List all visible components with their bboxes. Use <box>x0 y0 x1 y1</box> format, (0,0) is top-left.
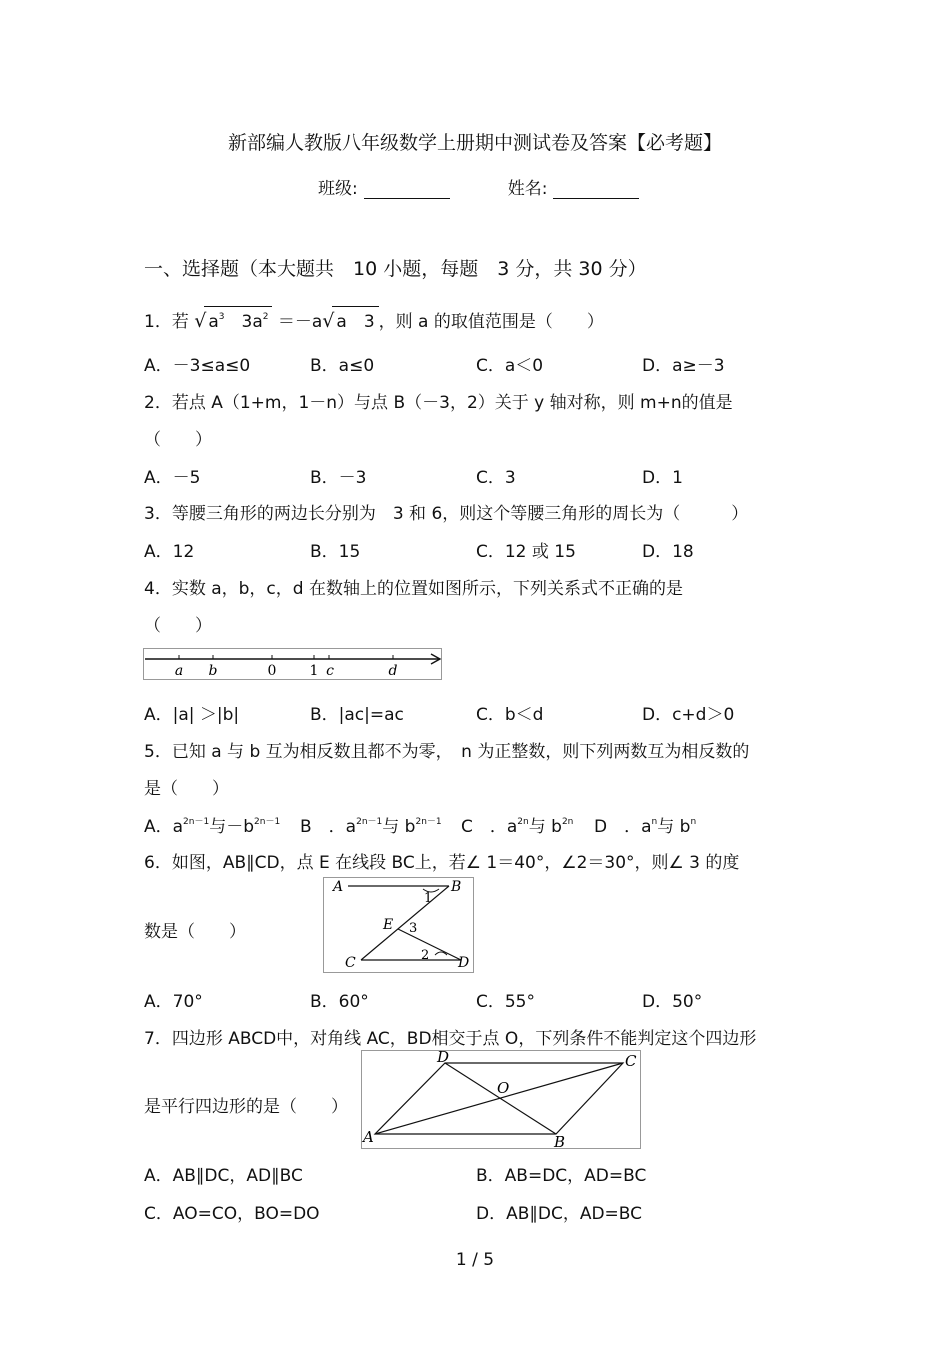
axis-label-1: 1 <box>309 663 319 679</box>
svg-text:B: B <box>451 879 462 895</box>
student-info <box>318 174 639 199</box>
q1-radicand-1: $a^3$ $3a^2$ <box>204 306 272 332</box>
q1-number: 1．若 <box>144 312 189 332</box>
question-3: 3．等腰三角形的两边长分别为 3 和 6，则这个等腰三角形的周长为（ ） <box>144 504 749 524</box>
class-blank[interactable] <box>364 180 450 199</box>
option: D．AB∥DC，AD=BC <box>476 1204 643 1224</box>
question-1 <box>144 306 604 332</box>
option: A．70° <box>144 992 203 1012</box>
option: D ．$a^n$与 $b^n$ <box>594 817 697 837</box>
option: C ．$a^{2n}$与 $b^{2n}$ <box>461 817 574 837</box>
option: B．a≤0 <box>310 356 375 376</box>
page-number: 1 / 5 <box>455 1250 495 1270</box>
option: B ．$a^{2n-1}$与 $b^{2n-1}$ <box>300 817 442 837</box>
question-6: 6．如图，AB∥CD，点 E 在线段 BC上，若∠ 1＝40°，∠2＝30°，则∠ 3 的度 <box>144 853 740 873</box>
svg-text:D: D <box>437 1050 450 1066</box>
question-6-line2: 数是（ ） <box>144 922 246 942</box>
axis-label-d: d <box>388 663 398 679</box>
option: C．b＜d <box>476 705 544 725</box>
question-2: 2．若点 A（1+m，1－n）与点 B（－3，2）关于 y 轴对称，则 m+n的值是 <box>144 393 733 413</box>
sqrt-icon: √ <box>194 310 207 332</box>
option: A．12 <box>144 542 195 562</box>
question-5-line2: 是（ ） <box>144 779 229 799</box>
parallel-lines-figure <box>323 877 475 974</box>
svg-text:O: O <box>497 1079 510 1097</box>
sqrt-icon: √ <box>322 310 335 332</box>
option: D．18 <box>642 542 694 562</box>
question-4: 4．实数 a，b，c，d 在数轴上的位置如图所示，下列关系式不正确的是 <box>144 579 683 599</box>
question-7-line2: 是平行四边形的是（ ） <box>144 1097 348 1117</box>
option: C．55° <box>476 992 536 1012</box>
svg-text:A: A <box>333 879 344 895</box>
question-4-paren: （ ） <box>144 616 212 636</box>
option: A．$a^{2n-1}$与$-b^{2n-1}$ <box>144 817 281 837</box>
option: D．a≥－3 <box>642 356 725 376</box>
option: C．12 或 15 <box>476 542 576 562</box>
axis-label-a: a <box>174 663 184 679</box>
option: C．a＜0 <box>476 356 544 376</box>
svg-text:2: 2 <box>421 948 430 963</box>
svg-text:C: C <box>345 955 356 971</box>
option: B．AB=DC，AD=BC <box>476 1166 647 1186</box>
svg-text:E: E <box>383 917 394 933</box>
section-heading: 一、选择题（本大题共 10 小题，每题 3 分，共 30 分） <box>144 258 647 280</box>
option: D．1 <box>642 468 683 488</box>
axis-label-b: b <box>208 663 218 679</box>
option: B．60° <box>310 992 369 1012</box>
name-label: 姓名: <box>507 179 548 199</box>
option: A．－3≤a≤0 <box>144 356 251 376</box>
svg-text:C: C <box>625 1052 637 1070</box>
q1-radicand-2: a 3 <box>332 306 378 332</box>
option: C．3 <box>476 468 516 488</box>
option: D．c+d＞0 <box>642 705 735 725</box>
question-7: 7．四边形 ABCD中，对角线 AC，BD相交于点 O，下列条件不能判定这个四边形 <box>144 1029 757 1049</box>
axis-label-c: c <box>326 663 334 679</box>
number-line-figure <box>143 648 445 682</box>
option: D．50° <box>642 992 703 1012</box>
option: C．AO=CO，BO=DO <box>144 1204 320 1224</box>
option: B．|ac|=ac <box>310 705 404 725</box>
q1-equals: ＝－a <box>277 312 323 332</box>
svg-text:D: D <box>458 955 470 971</box>
name-blank[interactable] <box>553 180 639 199</box>
option: B．－3 <box>310 468 367 488</box>
q1-tail: ，则 a 的取值范围是（ ） <box>378 312 604 332</box>
svg-text:1: 1 <box>424 891 433 906</box>
option: A．|a| ＞|b| <box>144 705 240 725</box>
option: B．15 <box>310 542 361 562</box>
question-5: 5．已知 a 与 b 互为相反数且都不为零， n 为正整数，则下列两数互为相反数的 <box>144 742 750 762</box>
svg-text:B: B <box>554 1133 566 1150</box>
option: A．－5 <box>144 468 201 488</box>
class-label: 班级: <box>318 179 358 199</box>
axis-label-0: 0 <box>267 663 277 679</box>
option: A．AB∥DC，AD∥BC <box>144 1166 303 1186</box>
parallelogram-figure <box>361 1050 642 1150</box>
svg-text:3: 3 <box>409 921 418 936</box>
svg-text:A: A <box>363 1128 374 1146</box>
question-2-paren: （ ） <box>144 430 212 450</box>
page-title: 新部编人教版八年级数学上册期中测试卷及答案【必考题】 <box>227 132 722 154</box>
